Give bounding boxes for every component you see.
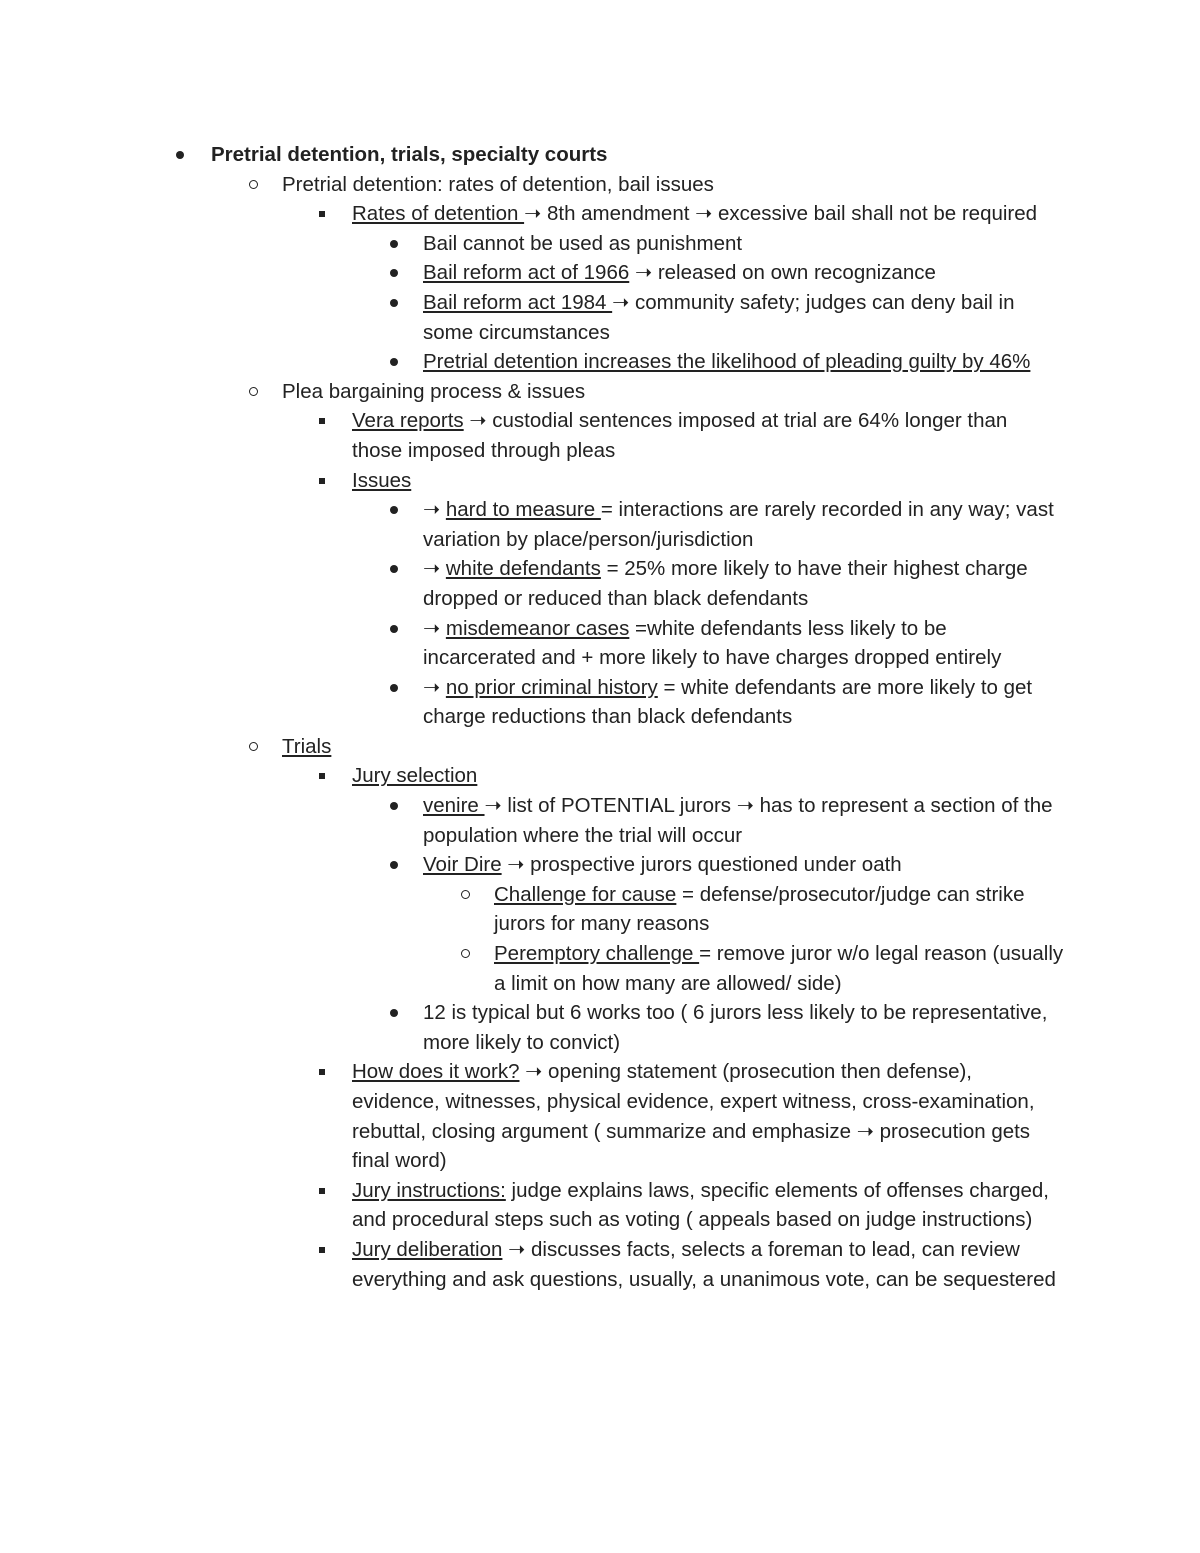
bullet-icon bbox=[390, 565, 398, 573]
arrow-prefix: ➝ bbox=[423, 675, 446, 699]
underlined-term: Voir Dire bbox=[423, 853, 502, 877]
list-item bbox=[0, 732, 1062, 762]
underlined-term: Pretrial detention increases the likelihood of pleading guilty by 46% bbox=[423, 350, 1031, 374]
underlined-term: Rates of detention bbox=[352, 202, 525, 226]
list-item bbox=[0, 1176, 1062, 1235]
bullet-icon bbox=[461, 949, 470, 958]
item-text: = interactions are rarely recorded in any way; vast variation by place/person/jurisdiction bbox=[423, 498, 1054, 551]
item-text: = 25% more likely to have their highest charge dropped or reduced than black defendants bbox=[423, 557, 1028, 610]
list-item bbox=[0, 880, 1064, 939]
list-item bbox=[0, 614, 1063, 673]
bullet-icon bbox=[249, 742, 258, 751]
item-text: Pretrial detention: rates of detention, bail issues bbox=[282, 172, 714, 196]
list-item bbox=[0, 761, 1062, 791]
list-item bbox=[0, 377, 1062, 407]
arrow-prefix: ➝ bbox=[423, 498, 446, 522]
item-text: 12 is typical but 6 works too ( 6 jurors less likely to be representative, more likely to convict) bbox=[423, 1001, 1048, 1054]
document-body bbox=[0, 140, 1200, 1294]
bullet-icon bbox=[319, 773, 325, 779]
list-item bbox=[0, 258, 1063, 288]
underlined-term: Bail reform act of 1966 bbox=[423, 261, 630, 285]
item-text: ➝ released on own recognizance bbox=[629, 261, 936, 285]
list-item bbox=[0, 199, 1062, 229]
list-item bbox=[0, 466, 1062, 496]
bullet-icon bbox=[390, 625, 398, 633]
underlined-term: Trials bbox=[282, 734, 332, 758]
item-text: Plea bargaining process & issues bbox=[282, 379, 586, 403]
item-text: ➝ list of POTENTIAL jurors ➝ has to represent a section of the population where the trial will occur bbox=[423, 794, 1053, 847]
item-text: ➝ prospective jurors questioned under oath bbox=[501, 853, 902, 877]
list-item bbox=[0, 998, 1063, 1057]
list-item bbox=[0, 791, 1063, 850]
list-item bbox=[0, 229, 1063, 259]
arrow-prefix: ➝ bbox=[423, 557, 446, 581]
list-item bbox=[0, 288, 1063, 347]
bullet-icon bbox=[390, 299, 398, 307]
item-text: = remove juror w/o legal reason (usually a limit on how many are allowed/ side) bbox=[494, 942, 1064, 995]
underlined-term: misdemeanor cases bbox=[445, 616, 630, 640]
bullet-icon bbox=[461, 890, 470, 899]
bullet-icon bbox=[390, 269, 398, 277]
underlined-term: Vera reports bbox=[352, 409, 464, 433]
list-item bbox=[0, 1057, 1062, 1175]
bullet-icon bbox=[390, 1009, 398, 1017]
underlined-term: Jury deliberation bbox=[352, 1237, 503, 1261]
item-text: =white defendants less likely to be incarcerated and + more likely to have charges dropped entirely bbox=[423, 616, 1002, 670]
underlined-term: Jury instructions: bbox=[352, 1178, 506, 1202]
bullet-icon bbox=[390, 684, 398, 692]
underlined-term: Jury selection bbox=[352, 764, 478, 788]
arrow-prefix: ➝ bbox=[423, 616, 446, 640]
bullet-icon bbox=[249, 387, 258, 396]
bullet-icon bbox=[390, 240, 398, 248]
bullet-icon bbox=[319, 211, 325, 217]
item-text: ➝ custodial sentences imposed at trial are 64% longer than those imposed through pleas bbox=[352, 409, 1008, 462]
bullet-icon bbox=[390, 802, 398, 810]
bullet-icon bbox=[390, 861, 398, 869]
underlined-term: venire bbox=[423, 794, 485, 818]
list-item bbox=[0, 495, 1063, 554]
item-text: ➝ discusses facts, selects a foreman to lead, can review everything and ask questions, usually, a unanimous vote, can be sequestered bbox=[352, 1237, 1056, 1291]
bullet-icon bbox=[319, 418, 325, 424]
list-item bbox=[0, 673, 1063, 732]
item-text: judge explains laws, specific elements of offenses charged, and procedural steps such as voting ( appeals based on judge instructions) bbox=[352, 1178, 1049, 1232]
bullet-icon bbox=[319, 478, 325, 484]
bullet-icon bbox=[319, 1069, 325, 1075]
item-text: = white defendants are more likely to get charge reductions than black defendants bbox=[423, 675, 1033, 729]
item-text: ➝ 8th amendment ➝ excessive bail shall not be required bbox=[524, 202, 1038, 226]
list-item bbox=[0, 850, 1063, 880]
bullet-icon bbox=[319, 1247, 325, 1253]
underlined-term: white defendants bbox=[445, 557, 601, 581]
list-item bbox=[0, 1235, 1062, 1294]
underlined-term: Challenge for cause bbox=[494, 882, 677, 906]
bullet-icon bbox=[319, 1188, 325, 1194]
bullet-icon bbox=[390, 358, 398, 366]
list-item bbox=[0, 939, 1064, 998]
item-text: Bail cannot be used as punishment bbox=[423, 231, 743, 255]
underlined-term: Bail reform act 1984 bbox=[423, 290, 613, 314]
underlined-term: How does it work? bbox=[352, 1060, 520, 1084]
item-text: ➝ opening statement (prosecution then defense), evidence, witnesses, physical evidence, expert witness, cross-examination, rebuttal, closing argument ( summarize and emphasize ➝ prosecution gets final word) bbox=[352, 1060, 1035, 1173]
list-item bbox=[0, 347, 1063, 377]
underlined-term: Peremptory challenge bbox=[494, 942, 700, 966]
list-item bbox=[0, 554, 1063, 613]
bullet-icon bbox=[390, 506, 398, 514]
list-item bbox=[0, 406, 1062, 465]
underlined-term: hard to measure bbox=[445, 498, 601, 522]
underlined-term: Issues bbox=[352, 468, 412, 492]
list-item bbox=[0, 170, 1062, 200]
item-text: ➝ community safety; judges can deny bail in some circumstances bbox=[423, 290, 1015, 344]
bullet-icon bbox=[249, 180, 258, 189]
list-item bbox=[0, 140, 1071, 170]
item-text: Pretrial detention, trials, specialty courts bbox=[211, 143, 608, 166]
underlined-term: no prior criminal history bbox=[445, 675, 658, 699]
bullet-icon bbox=[176, 151, 184, 159]
item-text: = defense/prosecutor/judge can strike jurors for many reasons bbox=[494, 882, 1025, 936]
